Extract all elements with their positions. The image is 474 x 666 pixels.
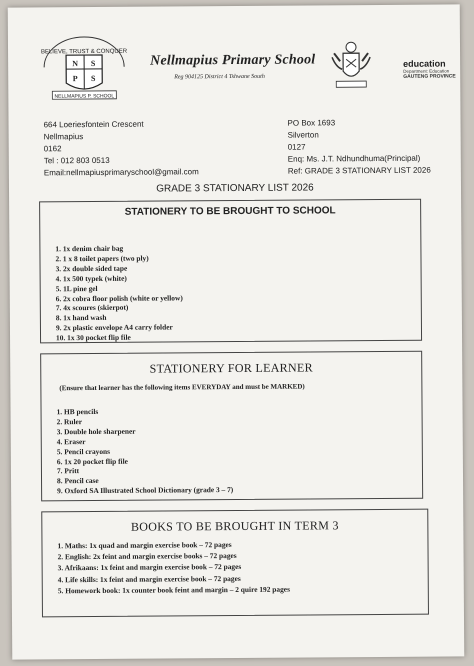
svg-text:P: P	[72, 74, 78, 84]
list-item: 5. Homework book: 1x counter book feint and margin – 2 quire 192 pages	[57, 584, 290, 596]
address-line: PO Box 1693	[287, 118, 336, 128]
list-item: 1. 1x denim chair bag	[55, 243, 124, 254]
list-item: 5. Pencil crayons	[56, 446, 111, 456]
list-item: 5. 1L pine gel	[55, 283, 98, 293]
address-line: Silverton	[287, 130, 319, 140]
list-item: 9. Oxford SA Illustrated School Dictionary (grade 3 – 7)	[57, 485, 234, 496]
list-item: 3. Afrikaans: 1x feint and margin exercise book – 72 pages	[57, 562, 242, 573]
section-title: STATIONERY TO BE BROUGHT TO SCHOOL	[124, 205, 336, 218]
list-item: 7. Pritt	[56, 466, 80, 476]
list-item: 3. Double hole sharpener	[56, 426, 136, 437]
education-province: GAUTENG PROVINCE	[403, 73, 456, 80]
education-department-label	[403, 58, 456, 79]
postal-address-block	[288, 117, 431, 178]
list-item: 2. English: 2x feint and margin exercise books – 72 pages	[57, 551, 237, 562]
item-list	[57, 539, 290, 597]
coat-of-arms-logo	[328, 39, 374, 91]
list-item: 6. 2x cobra floor polish (white or yellow)	[55, 292, 183, 303]
telephone-line: Tel : 012 803 0513	[43, 155, 110, 166]
registration-line: Reg 904125 District 4 Tshwane South	[174, 73, 265, 81]
list-item: 4. 1x 500 typek (white)	[55, 273, 127, 283]
list-item: 3. 2x double sided tape	[55, 263, 128, 274]
list-item: 7. 4x scoures (skierpot)	[55, 303, 129, 313]
list-item: 10. 1x 30 pocket flip file	[56, 332, 131, 343]
address-line: 664 Loeriesfontein Crescent	[43, 119, 144, 130]
list-item: 8. 1x hand wash	[55, 313, 107, 323]
address-line: 0127	[287, 142, 306, 152]
section-stationery-to-school	[39, 199, 422, 344]
enquiries-line: Enq: Ms. J.T. Ndhundhuma(Principal)	[287, 153, 421, 164]
svg-text:S: S	[90, 58, 96, 69]
list-item: 1. HB pencils	[56, 406, 99, 417]
list-item: 1. Maths: 1x quad and margin exercise book – 72 pages	[57, 540, 232, 551]
list-item: 9. 2x plastic envelope A4 carry folder	[55, 322, 173, 333]
school-crest-logo	[36, 33, 132, 104]
svg-text:N: N	[72, 59, 79, 69]
item-list	[55, 243, 183, 343]
svg-text:S: S	[90, 73, 96, 84]
list-item: 2. 1 x 8 toilet papers (two ply)	[55, 253, 149, 264]
section-stationery-for-learner	[40, 351, 423, 502]
document-page	[8, 4, 465, 659]
reference-line: Ref: GRADE 3 STATIONARY LIST 2026	[287, 165, 431, 176]
section-books-term-3	[41, 509, 429, 618]
list-item: 2. Ruler	[56, 416, 83, 427]
education-subtitle: Department: Education	[403, 68, 450, 74]
school-address-block	[44, 118, 199, 179]
section-title: BOOKS TO BE BROUGHT IN TERM 3	[130, 518, 339, 534]
list-item: 6. 1x 20 pocket flip file	[56, 456, 128, 466]
item-list	[57, 406, 234, 496]
list-item: 4. Life skills: 1x feint and margin exercise book – 72 pages	[57, 573, 241, 584]
school-name: Nellmapius Primary School	[150, 52, 316, 69]
email-line: Email:nellmapiusprimaryschool@gmail.com	[43, 167, 199, 178]
document-title: GRADE 3 STATIONARY LIST 2026	[156, 182, 314, 195]
address-line: Nellmapius	[43, 132, 84, 142]
svg-text:NELLMAPIUS P. SCHOOL: NELLMAPIUS P. SCHOOL	[54, 93, 115, 100]
list-item: 8. Pencil case	[57, 476, 99, 486]
address-line: 0162	[43, 144, 62, 154]
section-note: (Ensure that learner has the following items EVERYDAY and must be MARKED)	[59, 382, 305, 393]
education-title: education	[403, 58, 446, 69]
svg-text:BELIEVE, TRUST & CONQUER: BELIEVE, TRUST & CONQUER	[40, 48, 128, 56]
list-item: 4. Eraser	[56, 436, 86, 446]
section-title: STATIONERY FOR LEARNER	[149, 360, 313, 376]
